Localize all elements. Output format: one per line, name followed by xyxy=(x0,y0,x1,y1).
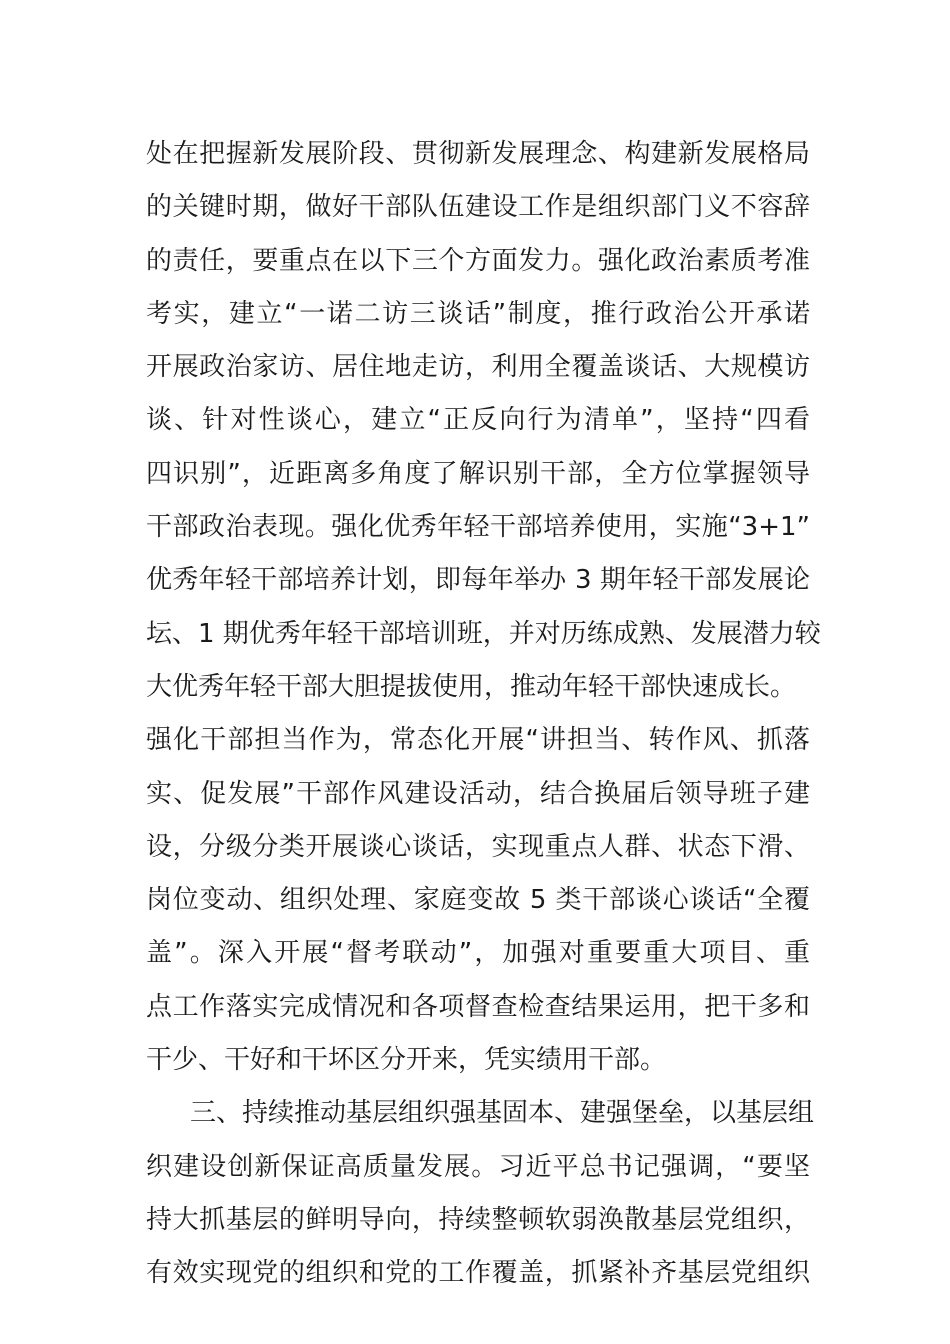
text-line: 持大抓基层的鲜明导向，持续整顿软弱涣散基层党组织， xyxy=(146,1204,810,1235)
text-line: 的责任，要重点在以下三个方面发力。强化政治素质考准 xyxy=(146,245,810,276)
text-line: 干少、干好和干坏区分开来，凭实绩用干部。 xyxy=(146,1045,667,1076)
text-line: 的关键时期，做好干部队伍建设工作是组织部门义不容辞 xyxy=(146,192,810,223)
text-line: 开展政治家访、居住地走访，利用全覆盖谈话、大规模访 xyxy=(146,352,810,383)
document-body xyxy=(146,128,821,1301)
text-line: 谈、针对性谈心，建立“正反向行为清单”，坚持“四看 xyxy=(146,405,810,436)
text-line: 考实，建立“一诺二访三谈话”制度，推行政治公开承诺 xyxy=(146,298,810,329)
text-line: 有效实现党的组织和党的工作覆盖，抓紧补齐基层党组织 xyxy=(146,1258,810,1289)
text-line: 岗位变动、组织处理、家庭变故 5 类干部谈心谈话“全覆 xyxy=(146,885,810,916)
section-heading-line: 三、持续推动基层组织强基固本、建强堡垒，以基层组 xyxy=(190,1098,815,1129)
paragraph-grassroots-organization xyxy=(146,1087,815,1300)
text-line: 设，分级分类开展谈心谈话，实现重点人群、状态下滑、 xyxy=(146,831,810,862)
text-line: 坛、1 期优秀年轻干部培训班，并对历练成熟、发展潜力较 xyxy=(146,618,821,649)
paragraph-cadre-team-building xyxy=(146,128,821,1087)
text-line: 织建设创新保证高质量发展。习近平总书记强调，“要坚 xyxy=(146,1151,810,1182)
text-line: 处在把握新发展阶段、贯彻新发展理念、构建新发展格局 xyxy=(146,139,810,169)
text-line: 优秀年轻干部培养计划，即每年举办 3 期年轻干部发展论 xyxy=(146,565,810,596)
text-line: 大优秀年轻干部大胆提拔使用，推动年轻干部快速成长。 xyxy=(146,671,797,702)
text-line: 盖”。深入开展“督考联动”，加强对重要重大项目、重 xyxy=(146,938,810,969)
text-line: 四识别”，近距离多角度了解识别干部，全方位掌握领导 xyxy=(146,458,810,489)
text-line: 干部政治表现。强化优秀年轻干部培养使用，实施“3+1” xyxy=(146,512,810,543)
text-line: 点工作落实完成情况和各项督查检查结果运用，把干多和 xyxy=(146,991,810,1022)
text-line: 实、促发展”干部作风建设活动，结合换届后领导班子建 xyxy=(146,778,810,809)
text-line: 强化干部担当作为，常态化开展“讲担当、转作风、抓落 xyxy=(146,725,810,756)
